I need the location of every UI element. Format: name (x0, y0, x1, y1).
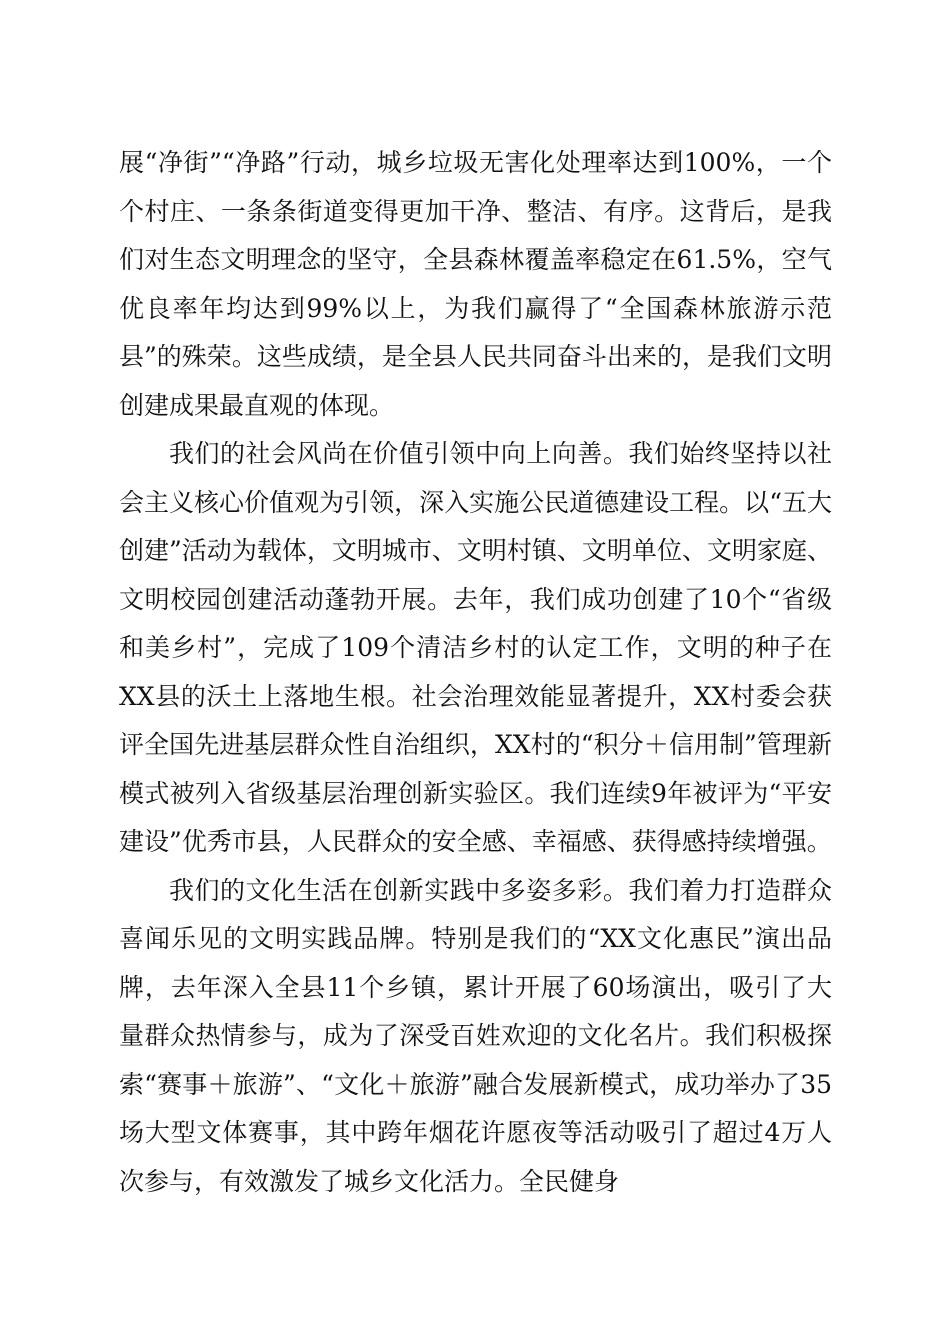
paragraph-social-ethos: 我们的社会风尚在价值引领中向上向善。我们始终坚持以社会主义核心价值观为引领，深入实施公民道德建设工程。以“五大创建”活动为载体，文明城市、文明村镇、文明单位、文明家庭、文明校园创建活动蓬勃开展。去年，我们成功创建了10个“省级和美乡村”，完成了109个清洁乡村的认定工作，文明的种子在XX县的沃土上落地生根。社会治理效能显著提升，XX村委会获评全国先进基层群众性自治组织，XX村的“积分＋信用制”管理新模式被列入省级基层治理创新实验区。我们连续9年被评为“平安建设”优秀市县，人民群众的安全感、幸福感、获得感持续增强。 (119, 439, 832, 856)
paragraph-cultural-life: 我们的文化生活在创新实践中多姿多彩。我们着力打造群众喜闻乐见的文明实践品牌。特别是我们的“XX文化惠民”演出品牌，去年深入全县11个乡镇，累计开展了60场演出，吸引了大量群众热情参与，成为了深受百姓欢迎的文化名片。我们积极探索“赛事＋旅游”、“文化＋旅游”融合发展新模式，成功举办了35场大型文体赛事，其中跨年烟花许愿夜等活动吸引了超过4万人次参与，有效激发了城乡文化活力。全民健身 (119, 875, 832, 1196)
document-body (119, 139, 832, 1206)
paragraph-continuation: 展“净街”“净路”行动，城乡垃圾无害化处理率达到100%，一个个村庄、一条条街道变得更加干净、整洁、有序。这背后，是我们对生态文明理念的坚守，全县森林覆盖率稳定在61.5%，空气优良率年均达到99%以上，为我们赢得了“全国森林旅游示范县”的殊荣。这些成绩，是全县人民共同奋斗出来的，是我们文明创建成果最直观的体现。 (119, 148, 832, 420)
